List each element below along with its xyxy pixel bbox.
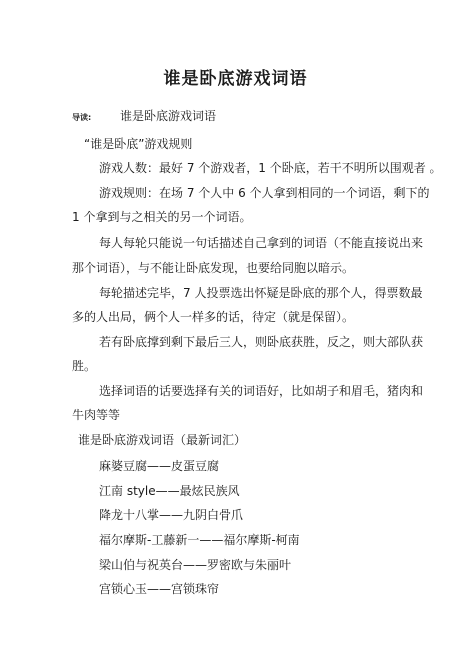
rules-heading: “谁是卧底”游戏规则 bbox=[84, 137, 193, 151]
rules-paragraph-3-line-1: 每轮描述完毕，7 人投票选出怀疑是卧底的那个人，得票数最 bbox=[99, 286, 423, 300]
rules-paragraph-2-line-2: 那个词语），与不能让卧底发现，也要给同胞以暗示。 bbox=[72, 261, 355, 275]
rules-paragraph-4-line-1: 若有卧底撑到剩下最后三人，则卧底获胜，反之，则大部队获 bbox=[99, 335, 424, 349]
rules-paragraph-2-line-1: 每人每轮只能说一句话描述自己拿到的词语（不能直接说出来 bbox=[99, 236, 424, 250]
rules-paragraph-4-line-2: 胜。 bbox=[72, 359, 97, 373]
word-pair-item: 梁山伯与祝英台——罗密欧与朱丽叶 bbox=[99, 558, 292, 572]
word-pair-item: 麻婆豆腐——皮蛋豆腐 bbox=[99, 459, 220, 473]
tip-line-1: 选择词语的话要选择有关的词语好，比如胡子和眉毛，猪肉和 bbox=[99, 384, 424, 398]
rules-paragraph-3-line-2: 多的人出局，俩个人一样多的话，待定（就是保留）。 bbox=[72, 310, 355, 324]
word-list-heading: 谁是卧底游戏词语（最新词汇） bbox=[78, 433, 247, 447]
word-pair-item: 江南 style——最炫民族风 bbox=[99, 484, 240, 498]
rules-paragraph-1-line-2: 1 个拿到与之相关的另一个词语。 bbox=[72, 210, 252, 224]
rules-paragraph-1-line-1: 游戏规则：在场 7 个人中 6 个人拿到相同的一个词语，剩下的 bbox=[99, 186, 430, 200]
players-rule: 游戏人数：最好 7 个游戏者，1 个卧底，若干不明所以围观者 。 bbox=[99, 161, 442, 175]
intro-text: 谁是卧底游戏词语 bbox=[120, 109, 217, 123]
word-pair-item: 降龙十八掌——九阴白骨爪 bbox=[99, 508, 244, 522]
word-pair-item: 福尔摩斯-工藤新一——福尔摩斯-柯南 bbox=[99, 533, 300, 547]
intro-row bbox=[72, 109, 91, 125]
word-pair-item: 宫锁心玉——宫锁珠帘 bbox=[99, 582, 220, 596]
page-title: 谁是卧底游戏词语 bbox=[163, 69, 308, 89]
intro-label: 导读: bbox=[72, 113, 92, 122]
tip-line-2: 牛肉等等 bbox=[72, 408, 121, 422]
